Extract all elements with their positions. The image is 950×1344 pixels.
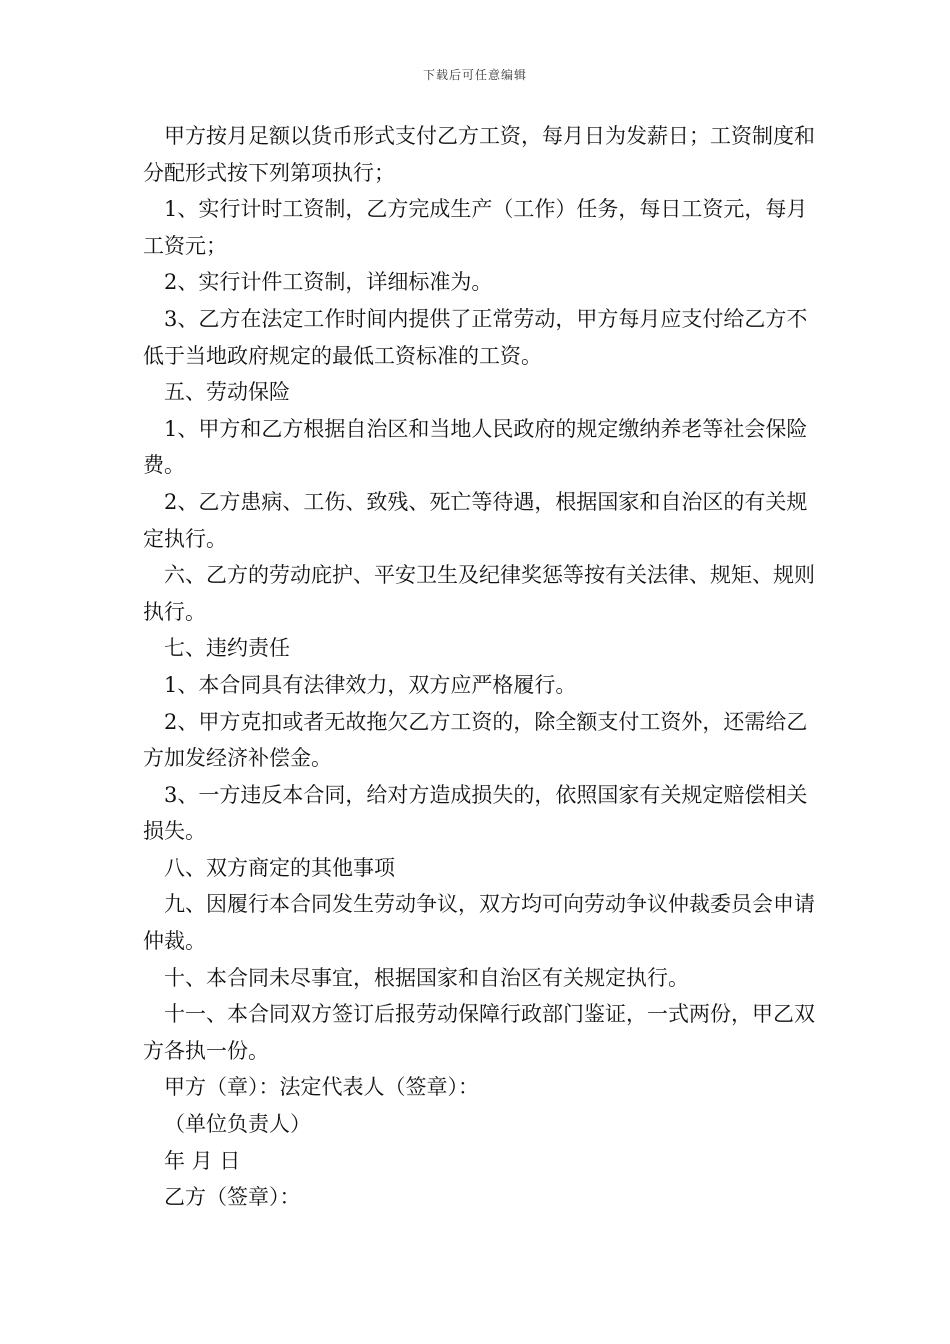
section-dispute-arbitration: 九、因履行本合同发生劳动争议，双方均可向劳动争议仲裁委员会申请仲裁。 <box>143 892 815 954</box>
paragraph-piece-wage: 2、实行计件工资制，详细标准为。 <box>164 270 493 295</box>
paragraph-minimum-wage: 3、乙方在法定工作时间内提供了正常劳动，甲方每月应支付给乙方不低于当地政府规定的最低工资标准的工资。 <box>143 306 808 368</box>
section-heading-other-matters: 八、双方商定的其他事项 <box>164 855 395 880</box>
signature-unit-head: （单位负责人） <box>164 1112 311 1137</box>
section-heading-labor-insurance: 五、劳动保险 <box>164 380 290 405</box>
section-heading-liability: 七、违约责任 <box>164 636 290 661</box>
section-protection-discipline: 六、乙方的劳动庇护、平安卫生及纪律奖惩等按有关法律、规矩、规则执行。 <box>143 563 815 624</box>
paragraph-wage-payment: 甲方按月足额以货币形式支付乙方工资，每月日为发薪日；工资制度和分配形式按下列第项执行； <box>143 124 815 185</box>
paragraph-legal-effect: 1、本合同具有法律效力，双方应严格履行。 <box>164 672 577 697</box>
section-unresolved-matters: 十、本合同未尽事宜，根据国家和自治区有关规定执行。 <box>164 965 689 990</box>
document-body <box>143 118 823 1216</box>
page-header: 下载后可任意编辑 <box>422 68 527 82</box>
paragraph-injury-benefits: 2、乙方患病、工伤、致残、死亡等待遇，根据国家和自治区的有关规定执行。 <box>143 489 808 551</box>
signature-date: 年 月 日 <box>164 1148 241 1173</box>
paragraph-time-wage: 1、实行计时工资制，乙方完成生产（工作）任务，每日工资元，每月工资元； <box>143 197 808 258</box>
signature-party-a: 甲方（章）：法定代表人（签章）： <box>164 1075 479 1100</box>
signature-party-b: 乙方（签章）： <box>164 1185 301 1210</box>
paragraph-wage-deduction: 2、甲方克扣或者无故拖欠乙方工资的，除全额支付工资外，还需给乙方加发经济补偿金。 <box>143 709 808 771</box>
paragraph-social-insurance: 1、甲方和乙方根据自治区和当地人民政府的规定缴纳养老等社会保险费。 <box>143 416 808 478</box>
paragraph-breach-compensation: 3、一方违反本合同，给对方造成损失的，依照国家有关规定赔偿相关损失。 <box>143 782 808 844</box>
section-signing-copies: 十一、本合同双方签订后报劳动保障行政部门鉴证，一式两份，甲乙双方各执一份。 <box>143 1002 815 1063</box>
